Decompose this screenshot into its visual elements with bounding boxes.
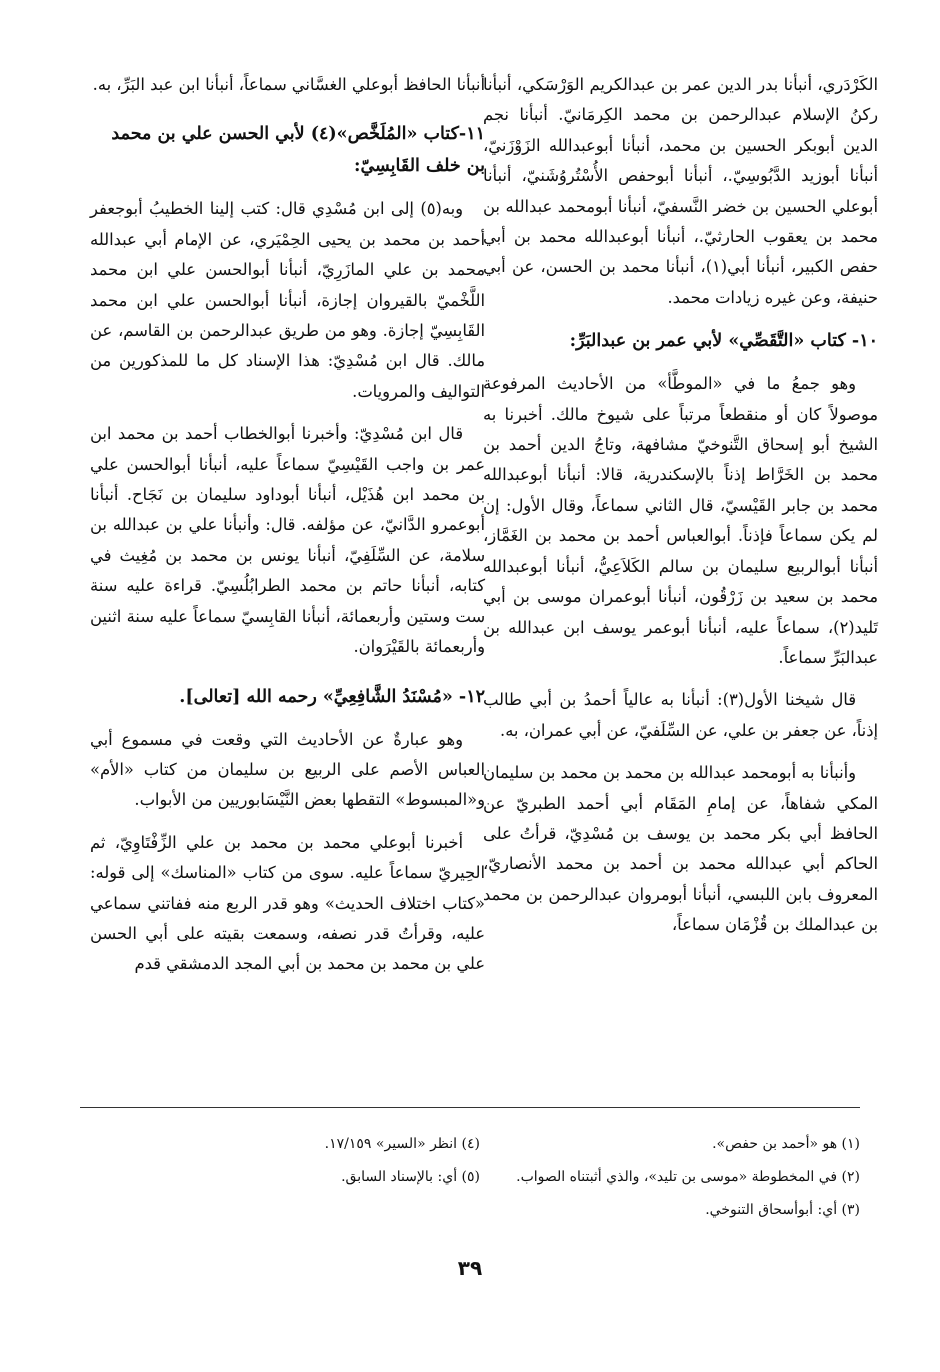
footnote-4: (٤) انظر «السير» ١٧/١٥٩. — [324, 1136, 480, 1152]
paragraph: وهو عبارةٌ عن الأحاديث التي وقعت في مسموع أبي العباس الأصم على الربيع بن سليمان من كتاب «الأم» و«المبسوط» التقطها بعض النَّيْسَابوريين من الأبواب. — [90, 729, 485, 810]
right-column — [483, 70, 878, 953]
left-column — [90, 70, 485, 992]
paragraph: أنبأنا الحافظ أبوعلي الغسَّاني سماعاً، أنبأنا ابن عبد البَرِّ، به. — [92, 75, 485, 94]
section-heading-10: ١٠- كتاب «التَّقَصِّي» لأبي عمر بن عبدالبَرِّ: — [569, 331, 878, 352]
page-number: ٣٩ — [457, 1256, 483, 1280]
paragraph: وهو جمعُ ما في «الموطَّأ» من الأحاديث المرفوعة موصولاً كان أو منقطعاً مرتباً على شيوخ مالك. أخبرنا به الشيخ أبو إسحاق التَّنوخيّ مشافهة، وتاجُ الدين أحمد بن محمد بن الخَرَّاط إذناً بالإسكندرية، قالا: أنبأنا أبوعبدالله محمد بن جابر القَيْسيّ، قال الثاني سماعاً، وقال الأول: إن لم يكن سماعاً فإذناً. أبوالعباس أحمد بن محمد بن الغَمَّاز، أنبأنا أبوالربيع سليمان بن سالم الكَلاَعِيُّ، أنبأنا أبوعبدالله محمد بن سعيد بن زَرْقُون، أنبأنا أبوعمران موسى بن أبي تَليد(٢)، سماعاً عليه، أنبأنا أبوعمر يوسف ابن عبدالله بن عبدالبَرِّ سماعاً. — [483, 374, 878, 667]
footnote-2: (٢) في المخطوطة «موسى بن تليد»، والذي أثبتناه الصواب. — [516, 1169, 860, 1185]
footnotes-right — [460, 1128, 860, 1227]
footnote-5: (٥) أي: بالإسناد السابق. — [341, 1169, 480, 1185]
paragraph: وبه(٥) إلى ابن مُسْدِي قال: كتب إلينا الخطيبُ أبوجعفر أحمد بن محمد بن يحيى الحِمْيَري، عن الإمام أبي عبدالله محمد بن علي المازَرِيّ، أنبأنا أبوالحسن علي ابن محمد اللَّخْميّ بالقيروان إجازة، أنبأنا أبوالحسن علي ابن محمد القَابِسِيّ إجازة. وهو من طريق عبدالرحمن بن القاسم، عن مالك. قال ابن مُسْدِيّ: هذا الإسناد كل ما للمذكورين من التواليف والمرويات. — [90, 199, 485, 401]
paragraph: قال شيخنا الأول(٣): أنبأنا به عالياً أحمدُ بن أبي طالب إذناً، عن جعفر بن علي، عن السِّلَفيّ، عن أبي عمران، به. — [483, 690, 878, 740]
footnote-divider — [80, 1107, 860, 1108]
footnote-3: (٣) أي: أبوأسحاق التنوخي. — [705, 1202, 860, 1218]
footnote-1: (١) هو «أحمد بن حفص». — [712, 1136, 860, 1152]
footnotes-left — [80, 1128, 480, 1194]
paragraph: الكَرْدَري، أنبأنا بدر الدين عمر بن عبدالكريم الوَرْسَكي، أنبأنا ركنُ الإسلام عبدالرحمن بن محمد الكِرمَانيّ. أنبأنا نجم الدين أبوبكر الحسين بن محمد، أنبأنا أبوعبدالله الزَوْزَنيّ، أنبأنا أبوزيد الدَّبُوسِيّ.، أنبأنا أبوحفص الأُسْتُروُشَنيّ، أنبأنا أبوعلي الحسين بن خضر النَّسفيّ، أنبأنا أبومحمد عبدالله بن محمد بن يعقوب الحارثيّ.، أنبأنا أبوعبدالله محمد بن أبي حفص الكبير، أنبأنا أبي(١)، أنبأنا محمد بن الحسن، عن أبي حنيفة، وعن غيره زيادات محمد. — [483, 75, 878, 307]
paragraph: قال ابن مُسْدِيّ: وأخبرنا أبوالخطاب أحمد بن محمد ابن عمر بن واجب القَيْسِيّ سماعاً عليه، أنبأنا أبوالحسن علي بن محمد ابن هُذَيْل، أنبأنا أبوداود سليمان بن نَجَاح. أنبأنا أبوعمرو الدَّانيّ، عن مؤلفه. قال: وأنبأنا علي بن عبدالله بن سلامة، عن السِّلَفِيّ، أنبأنا يونس بن محمد بن مُغِيث في كتابه، أنبأنا حاتم بن محمد الطرابُلُسِيّ. قراءة عليه سنة ست وستين وأربعمائة، أنبأنا القابِسيّ سماعاً عليه سنة اثنين وأربعمائة بالقَيْرَوان. — [90, 424, 485, 657]
paragraph: أخبرنا أبوعلي محمد بن محمد بن علي الزِّفْتَاوِيّ، ثم الحِيريّ سماعاً عليه. سوى من كتاب «المناسك» إلى قوله: «كتاب اختلاف الحديث» وهو قدر الربع منه ففاتني سماعي عليه، وقرأتُ قدر نصفه، وسمعت بقيته على أبي الحسن علي بن محمد بن محمد بن أبي المجد الدمشقي قدم — [90, 832, 485, 974]
paragraph: وأنبأنا به أبومحمد عبدالله بن محمد بن محمد بن سليمان المكي شفاهاً، عن إمامِ المَقَام أبي أحمد الطبريّ عن الحافظ أبي بكر محمد بن يوسف بن مُسْدِيّ، قرأتُ على الحاكم أبي عبدالله محمد بن أحمد بن محمد الأنصاريّ، المعروف بابن اللبسي، أنبأنا أبومروان عبدالرحمن بن محمد بن عبدالملك بن قُزْمَان سماعاً، — [483, 763, 878, 935]
section-heading-11: ١١-كتاب «المُلَخَّص»(٤) لأبي الحسن علي بن محمد بن خلف القَابِسِيّ: — [111, 124, 485, 177]
section-heading-12: ١٢- «مُسْنَدُ الشَّافِعِيِّ» رحمه الله [تعالى]. — [179, 686, 485, 707]
